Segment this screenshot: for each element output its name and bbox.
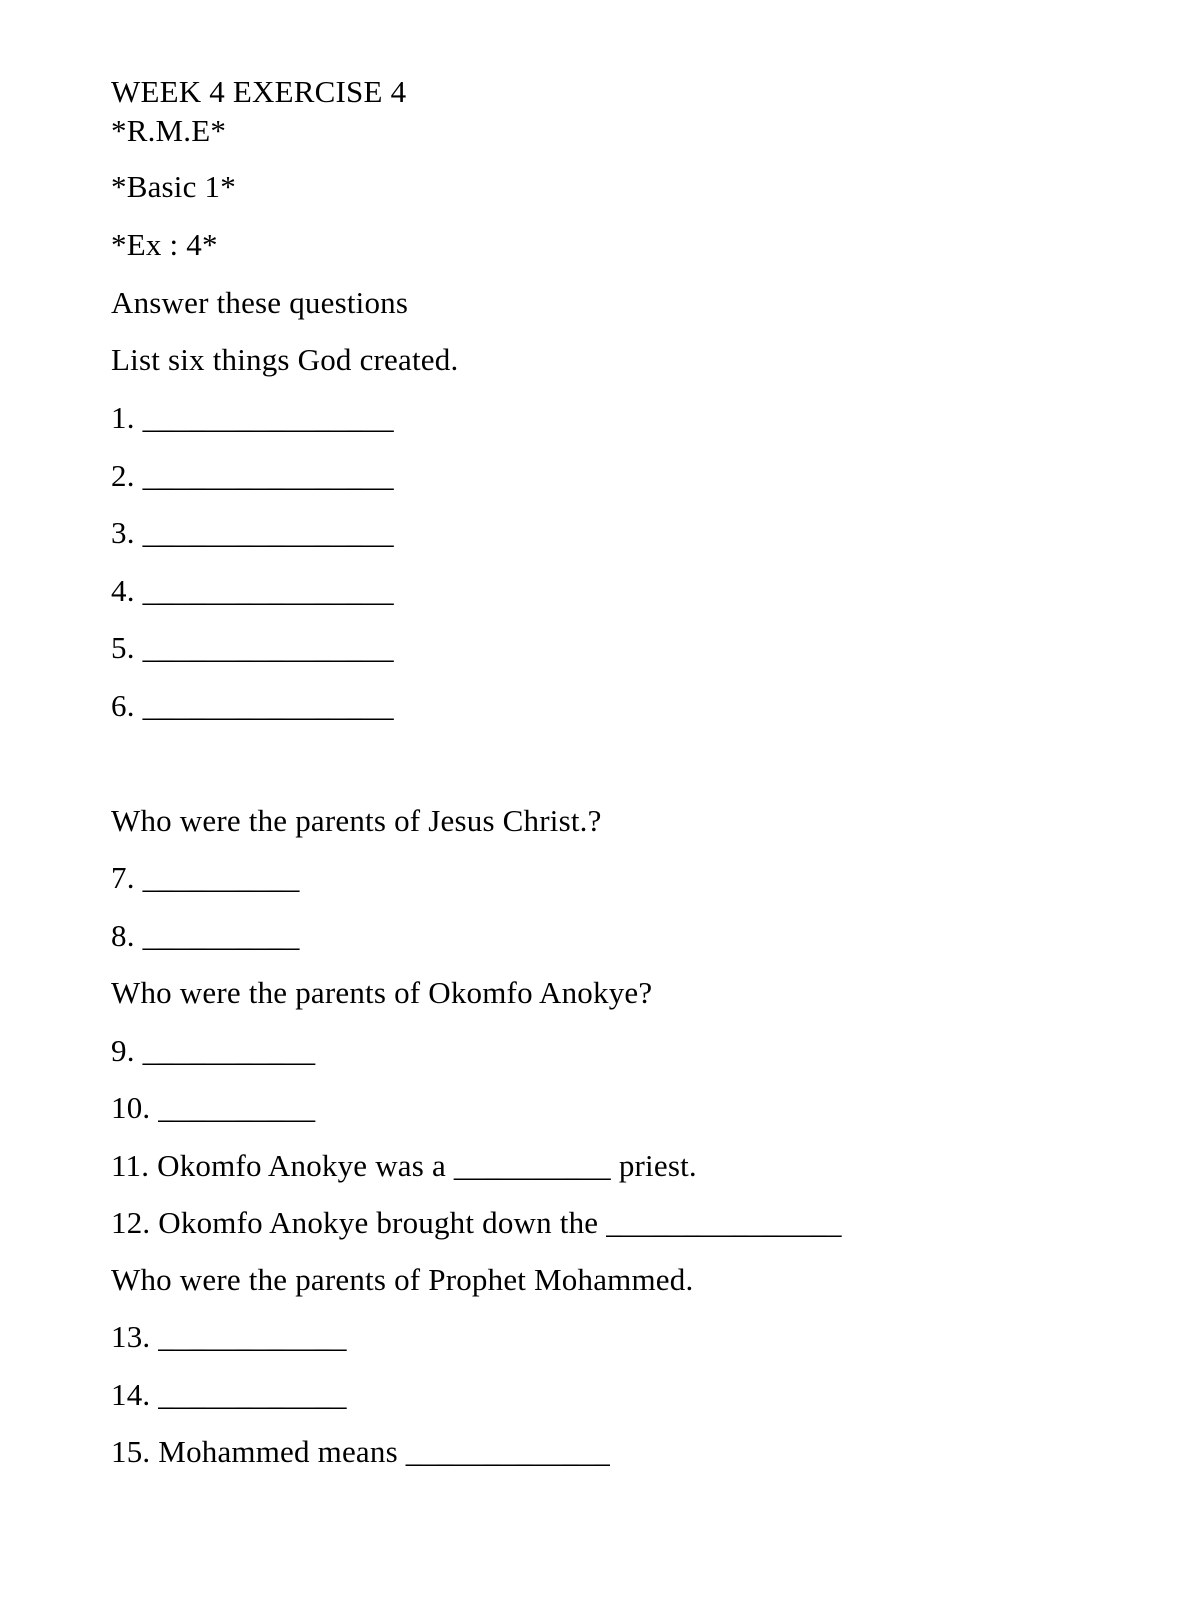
answer-line-6: 6. ________________	[111, 688, 394, 723]
question-parents-okomfo: Who were the parents of Okomfo Anokye?	[111, 975, 653, 1010]
question-parents-jesus: Who were the parents of Jesus Christ.?	[111, 803, 602, 838]
question-15: 15. Mohammed means _____________	[111, 1434, 610, 1469]
question-11: 11. Okomfo Anokye was a __________ priest.	[111, 1148, 697, 1183]
instruction-text: Answer these questions	[111, 285, 409, 320]
subject-label: *R.M.E*	[111, 113, 227, 148]
question-parents-mohammed: Who were the parents of Prophet Mohammed.	[111, 1262, 694, 1297]
exercise-label: *Ex : 4*	[111, 227, 218, 262]
answer-line-5: 5. ________________	[111, 630, 394, 665]
answer-line-4: 4. ________________	[111, 573, 394, 608]
answer-line-14: 14. ____________	[111, 1377, 347, 1412]
worksheet-title: WEEK 4 EXERCISE 4	[111, 74, 407, 109]
answer-line-8: 8. __________	[111, 918, 300, 953]
answer-line-1: 1. ________________	[111, 400, 394, 435]
answer-line-13: 13. ____________	[111, 1319, 347, 1354]
class-label: *Basic 1*	[111, 169, 236, 204]
answer-line-7: 7. __________	[111, 860, 300, 895]
answer-line-10: 10. __________	[111, 1090, 316, 1125]
question-12: 12. Okomfo Anokye brought down the _______________	[111, 1205, 842, 1240]
answer-line-9: 9. ___________	[111, 1033, 316, 1068]
answer-line-2: 2. ________________	[111, 458, 394, 493]
question-god-created: List six things God created.	[111, 342, 459, 377]
answer-line-3: 3. ________________	[111, 515, 394, 550]
